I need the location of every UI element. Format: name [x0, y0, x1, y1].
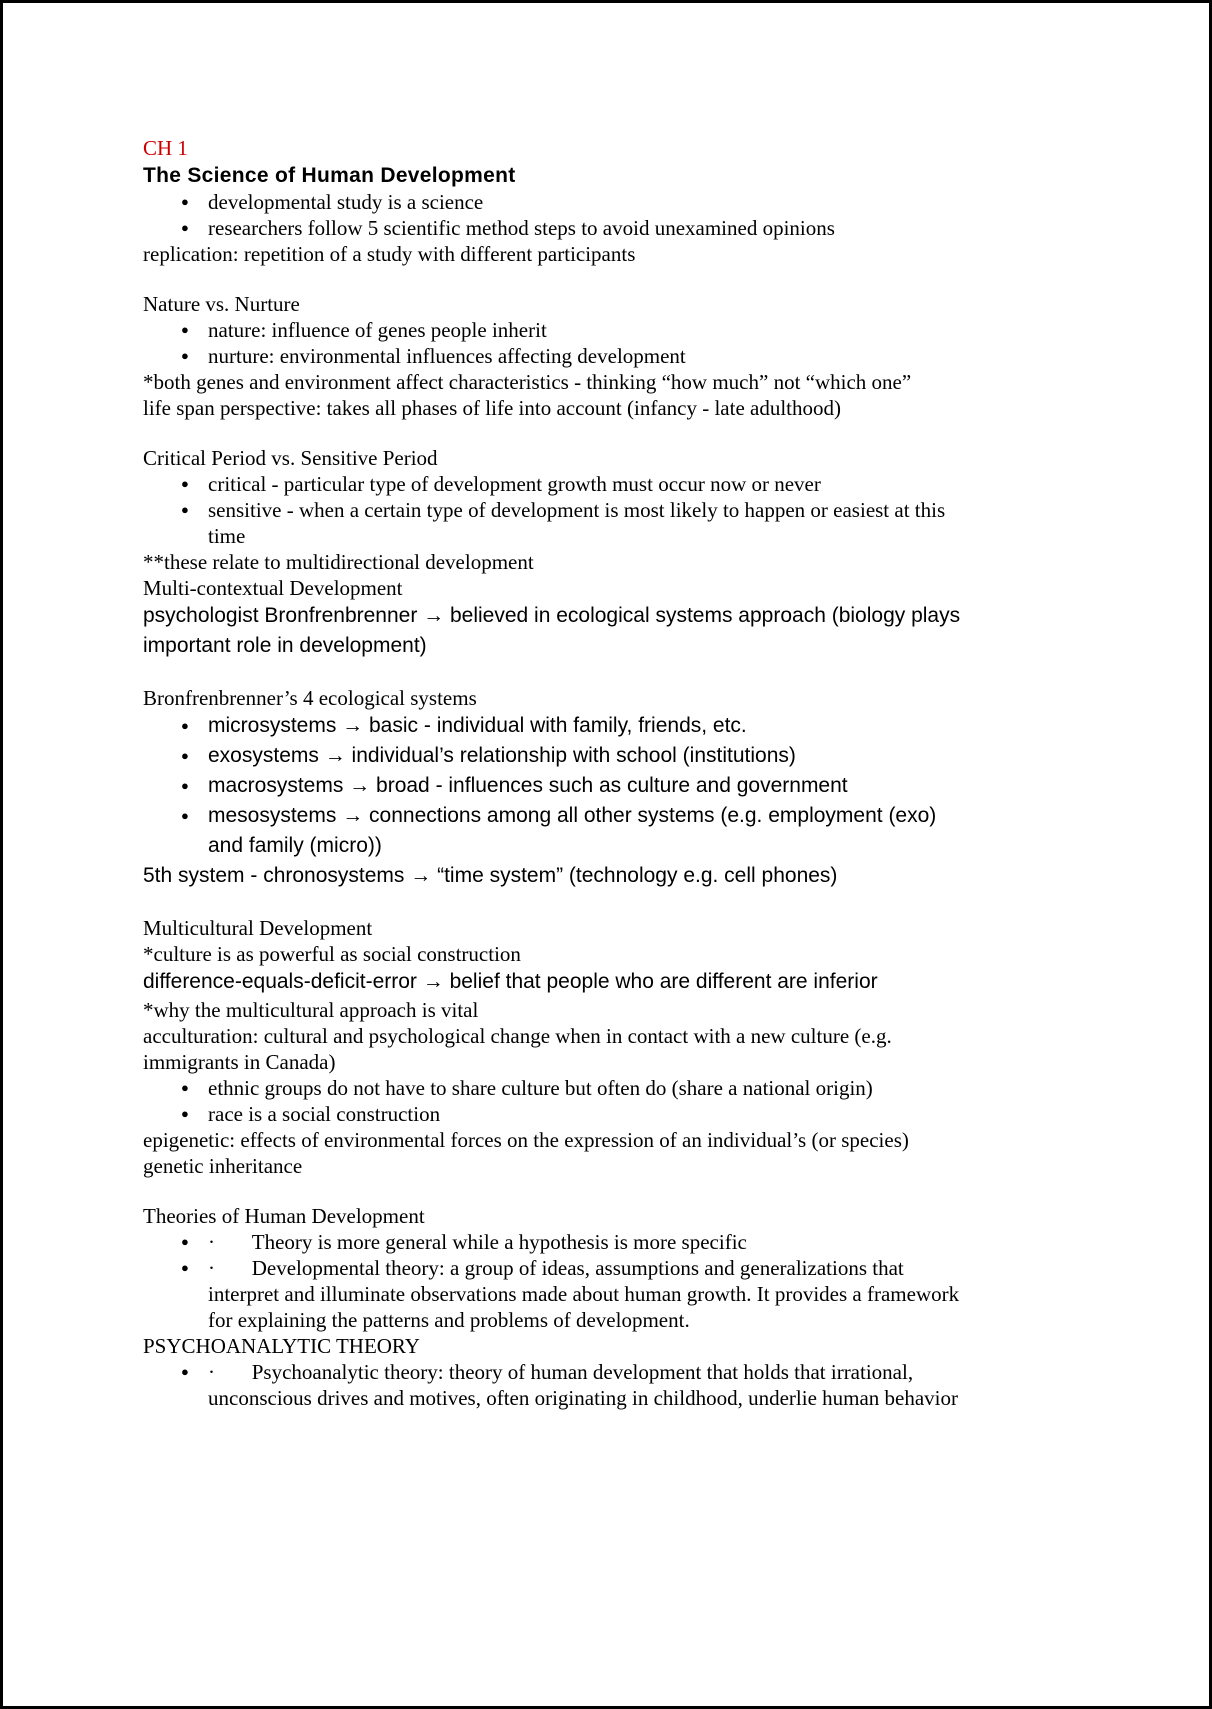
list-item: ● · Theory is more general while a hypothesis is more specific	[143, 1229, 973, 1255]
list-item: ● critical - particular type of development growth must occur now or never	[143, 471, 973, 497]
section-heading-theories-of-human-development: Theories of Human Development	[143, 1204, 425, 1228]
note-multicultural-vital: *why the multicultural approach is vital	[143, 998, 479, 1022]
list-item: ● ethnic groups do not have to share culture but often do (share a national origin)	[143, 1075, 973, 1101]
note-life-span-perspective: life span perspective: takes all phases of life into account (infancy - late adulthood)	[143, 396, 841, 420]
section-heading-multicultural-development: Multicultural Development	[143, 916, 373, 940]
spacer	[143, 267, 973, 291]
note-genes-environment: *both genes and environment affect characteristics - thinking “how much” not “which one”	[143, 370, 912, 394]
list-item: ● mesosystems → connections among all other systems (e.g. employment (exo) and family (micro))	[143, 801, 973, 861]
bullet-list-theories	[143, 1229, 973, 1333]
note-replication: replication: repetition of a study with different participants	[143, 242, 636, 266]
bullet-list-nature-nurture	[143, 317, 973, 369]
list-item: ● nature: influence of genes people inherit	[143, 317, 973, 343]
list-item: ● macrosystems → broad - influences such as culture and government	[143, 771, 973, 801]
subheading-multi-contextual: Multi-contextual Development	[143, 576, 403, 600]
bullet-list-critical-sensitive	[143, 471, 973, 549]
list-item: ● · Psychoanalytic theory: theory of human development that holds that irrational, unconscious drives and motives, often originating in childhood, underlie human behavior	[143, 1359, 973, 1411]
bullet-list-ecological-systems	[143, 711, 973, 861]
note-epigenetic: epigenetic: effects of environmental forces on the expression of an individual’s (or species) genetic inheritance	[143, 1128, 909, 1178]
spacer	[143, 421, 973, 445]
list-item: ● sensitive - when a certain type of development is most likely to happen or easiest at this time	[143, 497, 973, 549]
note-multidirectional: **these relate to multidirectional development	[143, 550, 534, 574]
document-body	[143, 135, 973, 1411]
note-bronfrenbrenner-ecological: psychologist Bronfrenbrenner → believed in ecological systems approach (biology plays important role in development)	[143, 604, 961, 657]
list-item: ● race is a social construction	[143, 1101, 973, 1127]
spacer	[143, 891, 973, 915]
bullet-list-science	[143, 189, 973, 241]
list-item: ● microsystems → basic - individual with family, friends, etc.	[143, 711, 973, 741]
bullet-list-ethnicity-race	[143, 1075, 973, 1127]
spacer	[143, 661, 973, 685]
list-item: ● · Developmental theory: a group of ideas, assumptions and generalizations that interpret and illuminate observations made about human growth. It provides a framework for explaining the patterns and problems of development.	[143, 1255, 973, 1333]
section-heading-science-of-human-development: The Science of Human Development	[143, 164, 516, 187]
chapter-label: CH 1	[143, 136, 188, 160]
list-item: ● developmental study is a science	[143, 189, 973, 215]
section-heading-four-ecological-systems: Bronfrenbrenner’s 4 ecological systems	[143, 686, 477, 710]
list-item: ● exosystems → individual’s relationship with school (institutions)	[143, 741, 973, 771]
bullet-list-psychoanalytic	[143, 1359, 973, 1411]
subheading-psychoanalytic-theory: PSYCHOANALYTIC THEORY	[143, 1334, 420, 1358]
list-item: ● nurture: environmental influences affecting development	[143, 343, 973, 369]
spacer	[143, 1179, 973, 1203]
note-chronosystems: 5th system - chronosystems → “time system” (technology e.g. cell phones)	[143, 864, 838, 887]
note-acculturation: acculturation: cultural and psychological change when in contact with a new culture (e.g. immigrants in Canada)	[143, 1024, 892, 1074]
note-culture-social-construction: *culture is as powerful as social construction	[143, 942, 521, 966]
list-item: ● researchers follow 5 scientific method steps to avoid unexamined opinions	[143, 215, 973, 241]
note-difference-equals-deficit-error: difference-equals-deficit-error → belief that people who are different are inferior	[143, 970, 878, 993]
section-heading-critical-vs-sensitive: Critical Period vs. Sensitive Period	[143, 446, 438, 470]
section-heading-nature-vs-nurture: Nature vs. Nurture	[143, 292, 300, 316]
